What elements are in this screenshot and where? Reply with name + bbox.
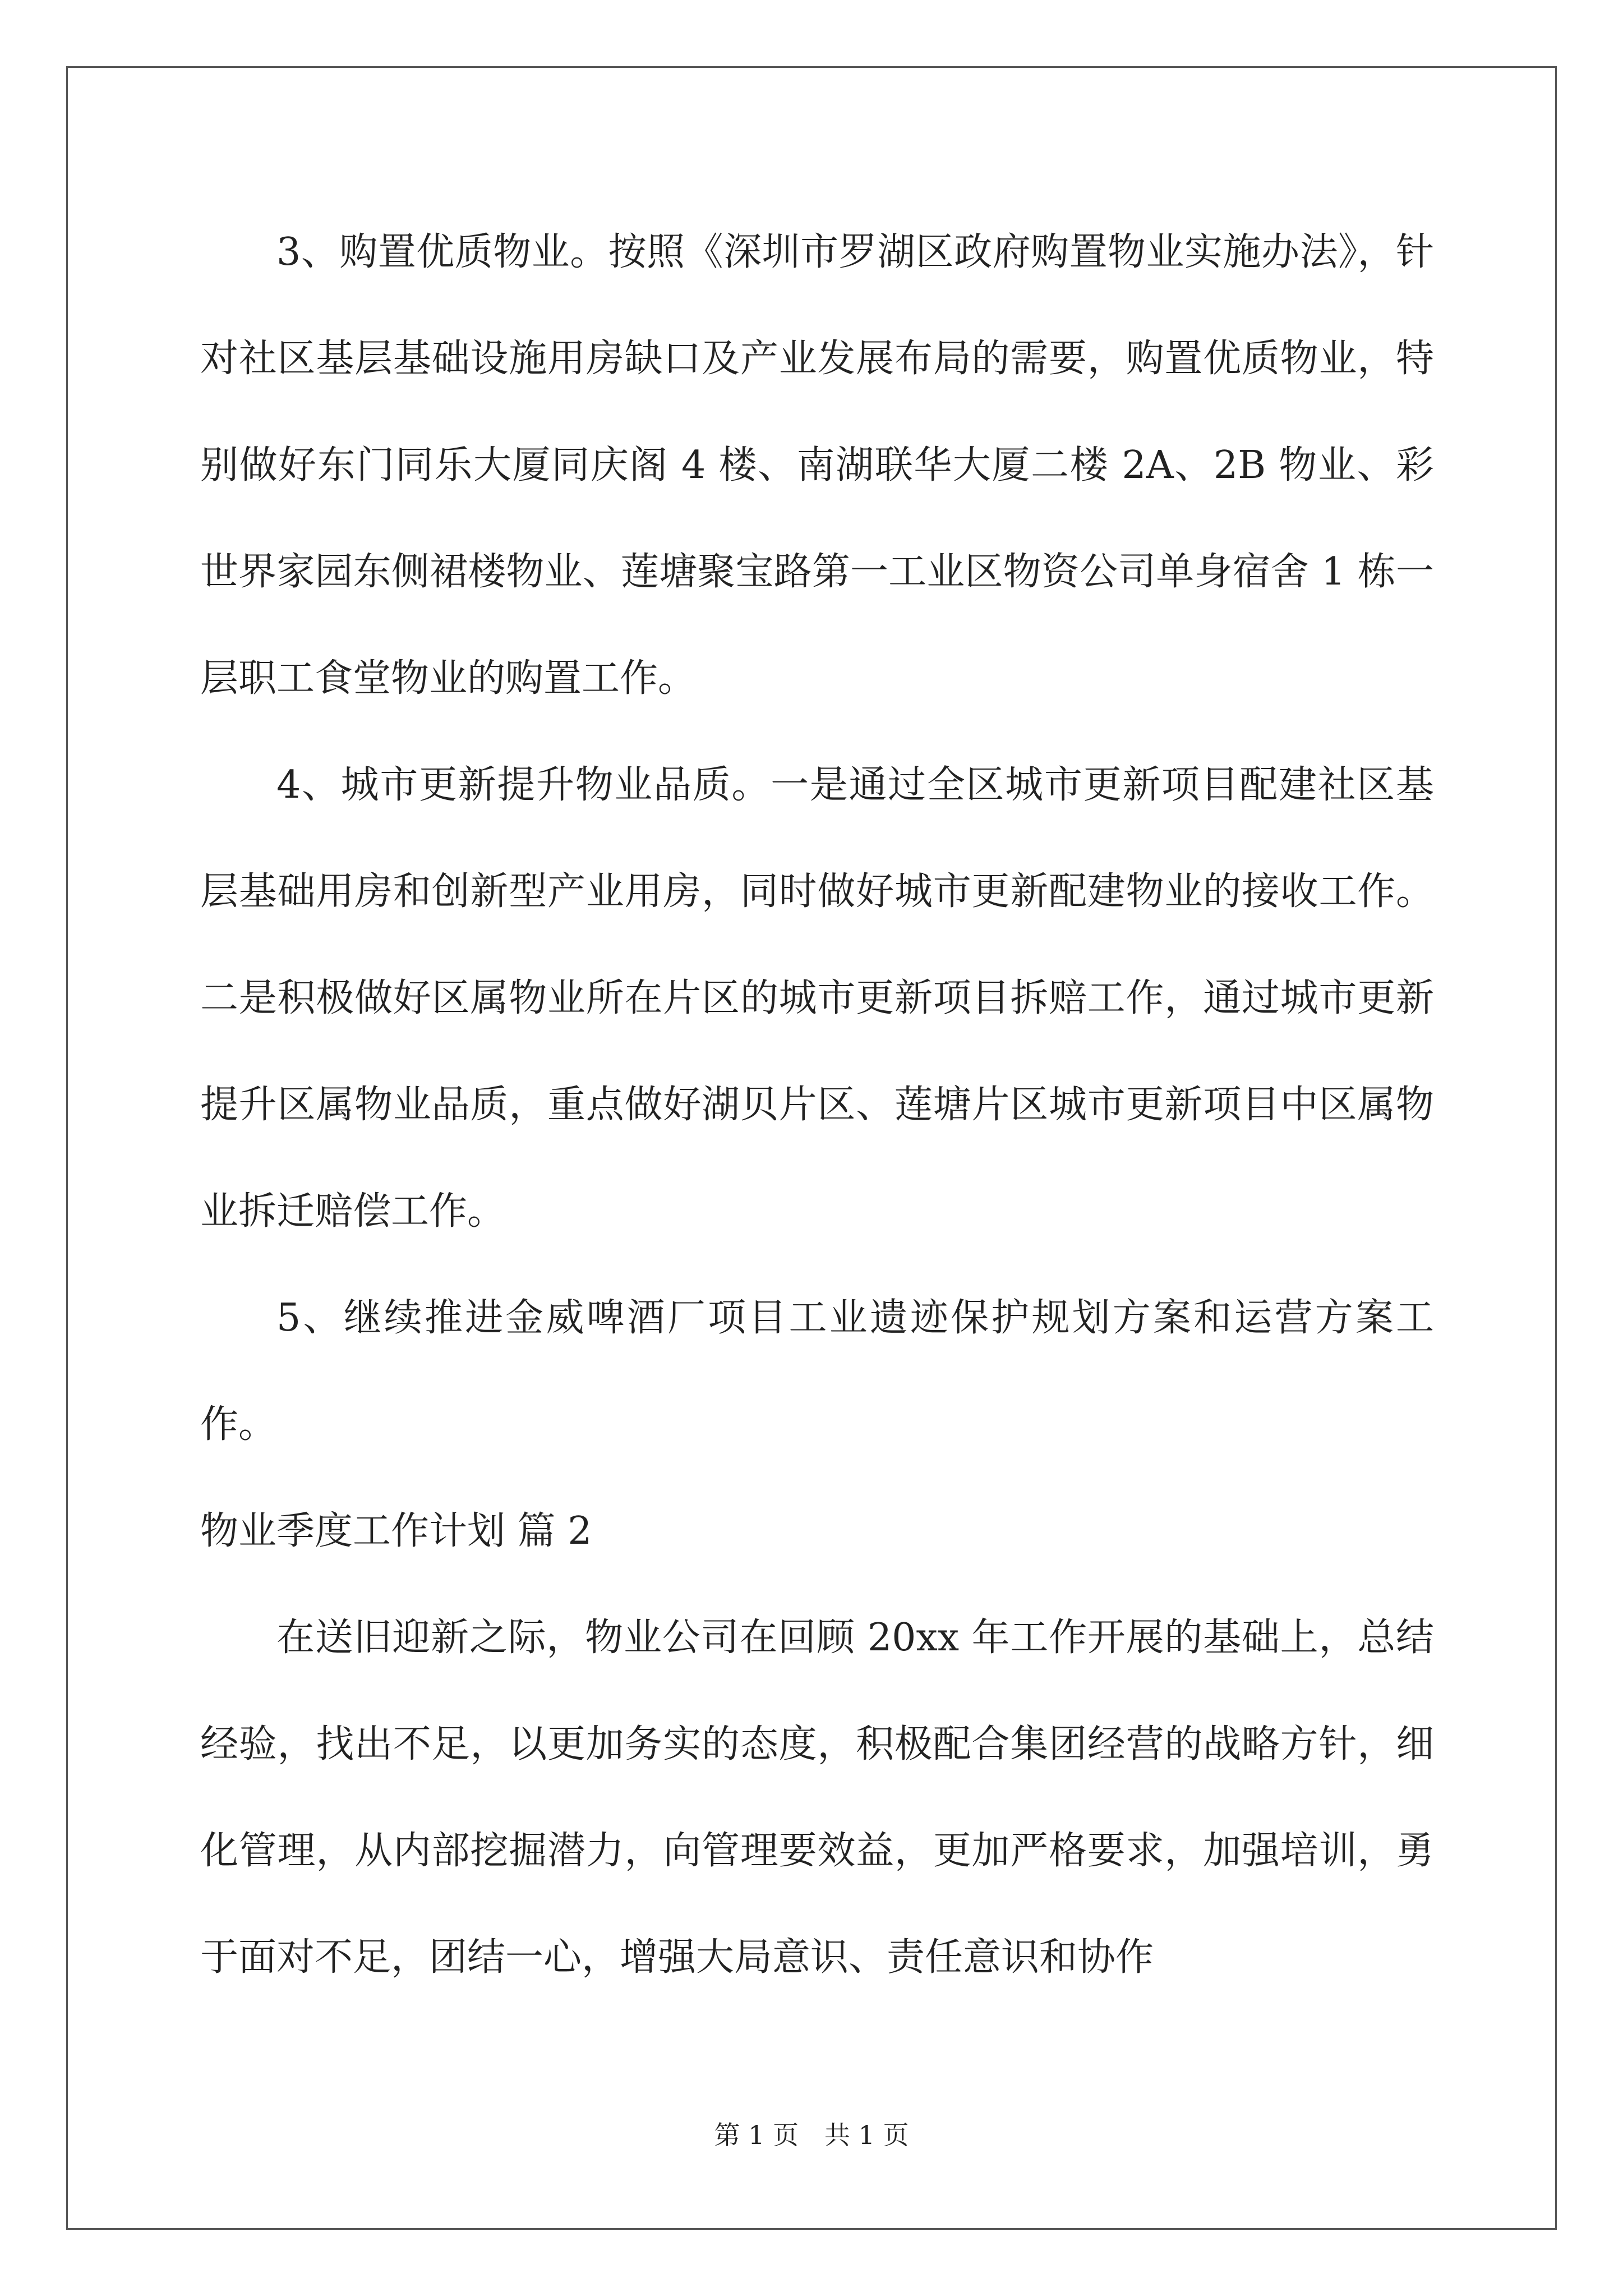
paragraph-intro: 在送旧迎新之际，物业公司在回顾 20xx 年工作开展的基础上，总结经验，找出不足，以更加务实的态度，积极配合集团经营的战略方针，细化管理，从内部挖掘潜力，向管理要效益，更加严格要求，加强培训，勇于面对不足，团结一心，增强大局意识、责任意识和协作 bbox=[200, 1616, 1434, 1980]
paragraph-item-5: 5、继续推进金威啤酒厂项目工业遗迹保护规划方案和运营方案工作。 bbox=[200, 1296, 1434, 1447]
section-heading: 物业季度工作计划 篇 2 bbox=[200, 1509, 592, 1553]
page-footer: 第 1 页 共 1 页 bbox=[714, 2120, 909, 2150]
document-body bbox=[200, 199, 1434, 2011]
paragraph-item-4: 4、城市更新提升物业品质。一是通过全区城市更新项目配建社区基层基础用房和创新型产业用房，同时做好城市更新配建物业的接收工作。二是积极做好区属物业所在片区的城市更新项目拆赔工作，通过城市更新提升区属物业品质，重点做好湖贝片区、莲塘片区城市更新项目中区属物业拆迁赔偿工作。 bbox=[200, 763, 1434, 1234]
paragraph-item-3: 3、购置优质物业。按照《深圳市罗湖区政府购置物业实施办法》，针对社区基层基础设施用房缺口及产业发展布局的需要，购置优质物业，特别做好东门同乐大厦同庆阁 4 楼、南湖联华大厦二楼 2A、2B 物业、彩世界家园东侧裙楼物业、莲塘聚宝路第一工业区物资公司单身宿舍 1 栋一层职工食堂物业的购置工作。 bbox=[200, 230, 1434, 701]
